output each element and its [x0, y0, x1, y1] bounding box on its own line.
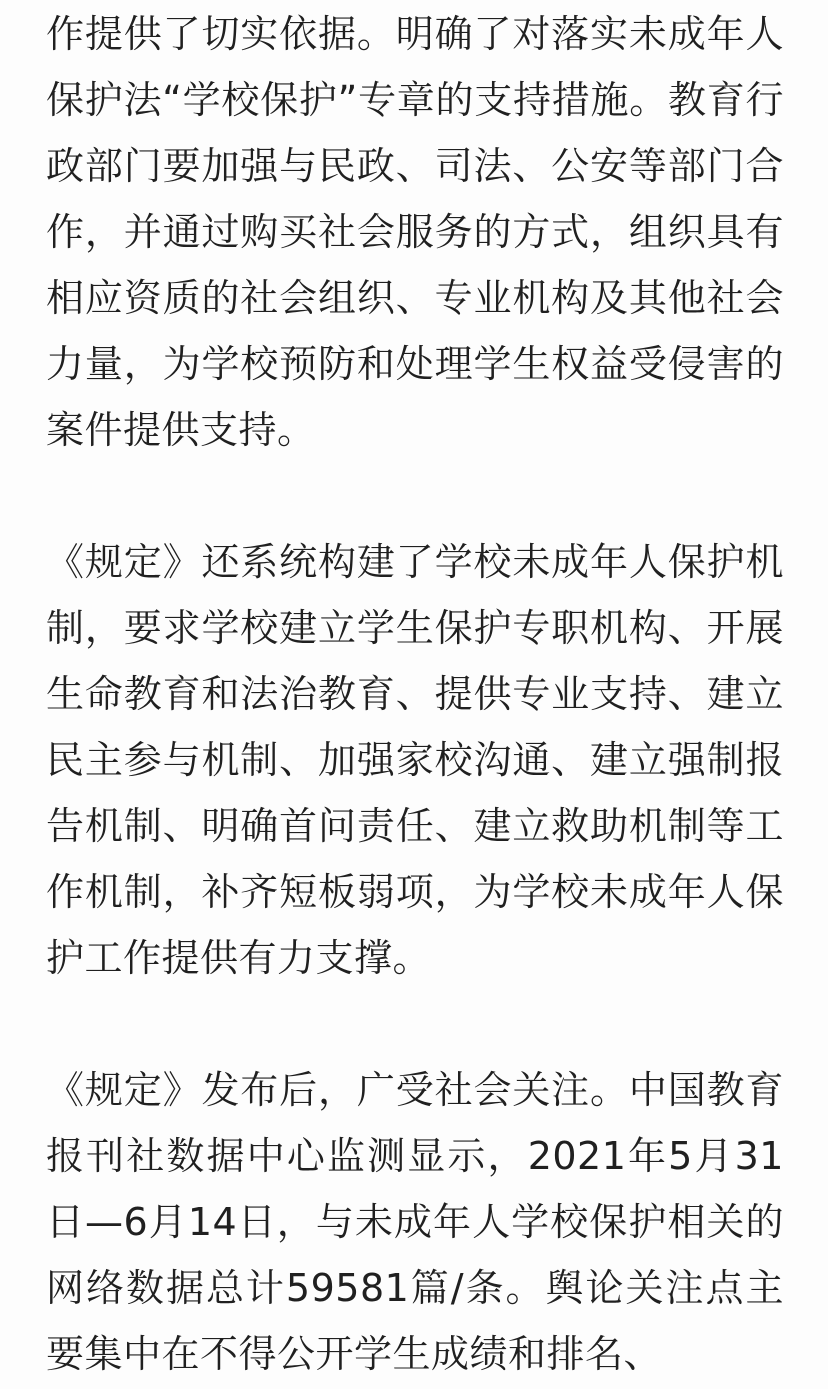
article-body — [46, 1, 784, 1387]
article-paragraph: 《规定》还系统构建了学校未成年人保护机制，要求学校建立学生保护专职机构、开展生命教育和法治教育、提供专业支持、建立民主参与机制、加强家校沟通、建立强制报告机制、明确首问责任、建立救助机制等工作机制，补齐短板弱项，为学校未成年人保护工作提供有力支撑。 — [46, 540, 784, 980]
article-paragraph: 作提供了切实依据。明确了对落实未成年人保护法“学校保护”专章的支持措施。教育行政部门要加强与民政、司法、公安等部门合作，并通过购买社会服务的方式，组织具有相应资质的社会组织、专业机构及其他社会力量，为学校预防和处理学生权益受侵害的案件提供支持。 — [46, 12, 784, 452]
article-paragraph: 《规定》发布后，广受社会关注。中国教育报刊社数据中心监测显示，2021年5月31日—6月14日，与未成年人学校保护相关的网络数据总计59581篇/条。舆论关注点主要集中在不得公开学生成绩和排名、 — [46, 1068, 784, 1376]
